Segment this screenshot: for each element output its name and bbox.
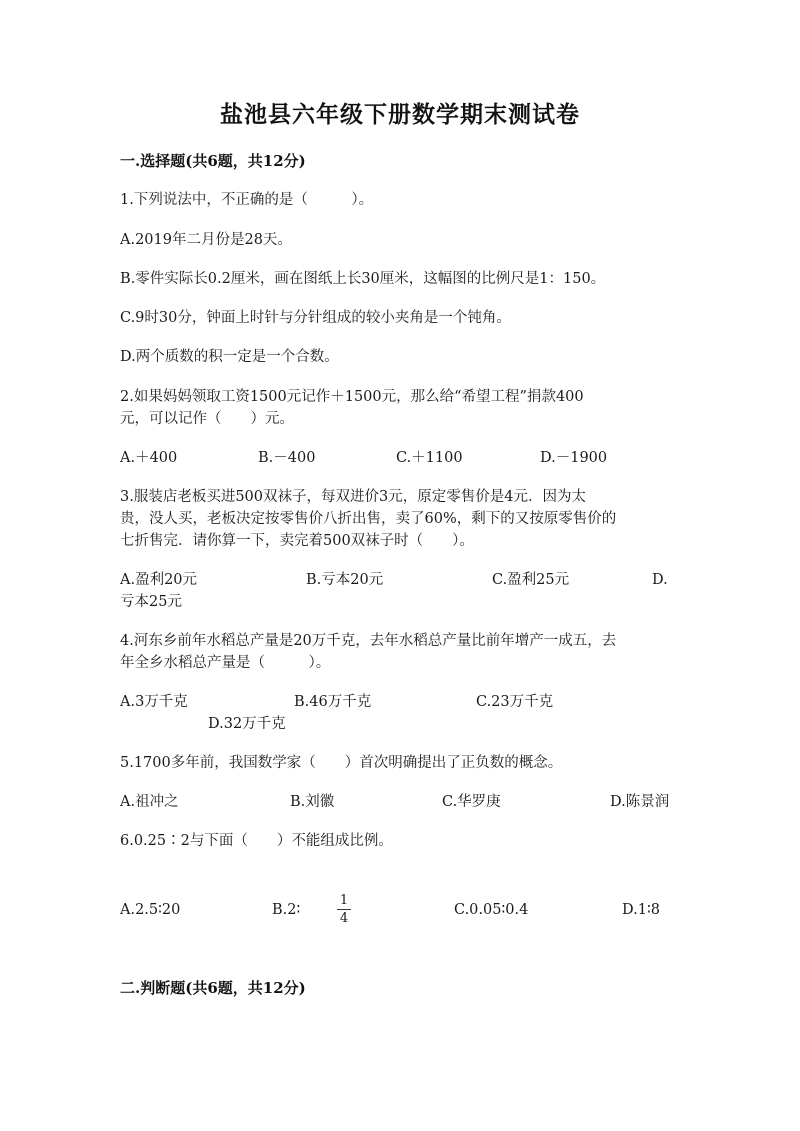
question-1-stem: 1.下列说法中，不正确的是（ ）。: [120, 192, 374, 208]
question-5-option-d: D.陈景润: [610, 794, 670, 810]
question-5-option-c: C.华罗庚: [442, 794, 501, 810]
question-6-option-d: D.1∶8: [622, 902, 660, 918]
question-1-option-b: B.零件实际长0.2厘米，画在图纸上长30厘米，这幅图的比例尺是1：150。: [120, 271, 606, 287]
section-heading-judgement: 二.判断题(共6题，共12分): [120, 979, 306, 997]
question-4-option-b: B.46万千克: [294, 694, 372, 710]
question-3-option-b: B.亏本20元: [306, 572, 384, 588]
question-2-option-b: B.－400: [258, 450, 316, 466]
question-5-option-b: B.刘徽: [290, 794, 335, 810]
question-2-stem-line-1: 2.如果妈妈领取工资1500元记作＋1500元，那么给“希望工程”捐款400: [120, 389, 584, 405]
question-6-stem: 6.0.25∶2与下面（ ）不能组成比例。: [120, 833, 393, 849]
section-heading-choice: 一.选择题(共6题，共12分): [120, 152, 306, 170]
question-2-option-d: D.－1900: [540, 450, 608, 466]
question-2-option-c: C.＋1100: [396, 450, 463, 466]
question-4-option-a: A.3万千克: [120, 694, 188, 710]
question-3-option-c: C.盈利25元: [492, 572, 570, 588]
question-6-option-c: C.0.05∶0.4: [454, 902, 529, 918]
question-3-stem-line-1: 3.服装店老板买进500双袜子，每双进价3元，原定零售价是4元．因为太: [120, 489, 586, 505]
question-4-stem-line-2: 年全乡水稻总产量是（ ）。: [120, 655, 331, 671]
question-3-option-d-text: 亏本25元: [120, 594, 182, 610]
question-6-option-b-fraction: [337, 893, 351, 926]
question-3-option-a: A.盈利20元: [120, 572, 198, 588]
fraction-denominator: 4: [339, 911, 349, 926]
question-5-stem: 5.1700多年前，我国数学家（ ）首次明确提出了正负数的概念。: [120, 755, 563, 771]
question-2-stem-line-2: 元，可以记作（ ）元。: [120, 411, 294, 427]
question-4-stem-line-1: 4.河东乡前年水稻总产量是20万千克，去年水稻总产量比前年增产一成五，去: [120, 633, 617, 649]
question-6-option-b: B.2∶: [272, 902, 301, 918]
fraction-numerator: 1: [339, 893, 349, 908]
question-1-option-d: D.两个质数的积一定是一个合数。: [120, 349, 339, 365]
fraction-bar: [337, 909, 351, 910]
question-4-option-d: D.32万千克: [208, 716, 286, 732]
question-1-option-c: C.9时30分，钟面上时针与分针组成的较小夹角是一个钝角。: [120, 310, 511, 326]
question-3-option-d-label: D.: [652, 572, 668, 588]
question-1-option-a: A.2019年二月份是28天。: [120, 232, 292, 248]
question-4-option-c: C.23万千克: [476, 694, 554, 710]
question-5-option-a: A.祖冲之: [120, 794, 179, 810]
question-3-stem-line-3: 七折售完．请你算一下，卖完着500双袜子时（ ）。: [120, 533, 474, 549]
question-2-option-a: A.＋400: [120, 450, 178, 466]
page-title: 盐池县六年级下册数学期末测试卷: [220, 101, 580, 128]
question-3-stem-line-2: 贵，没人买，老板决定按零售价八折出售，卖了60%，剩下的又按原零售价的: [120, 511, 617, 527]
question-6-option-a: A.2.5∶20: [120, 902, 181, 918]
